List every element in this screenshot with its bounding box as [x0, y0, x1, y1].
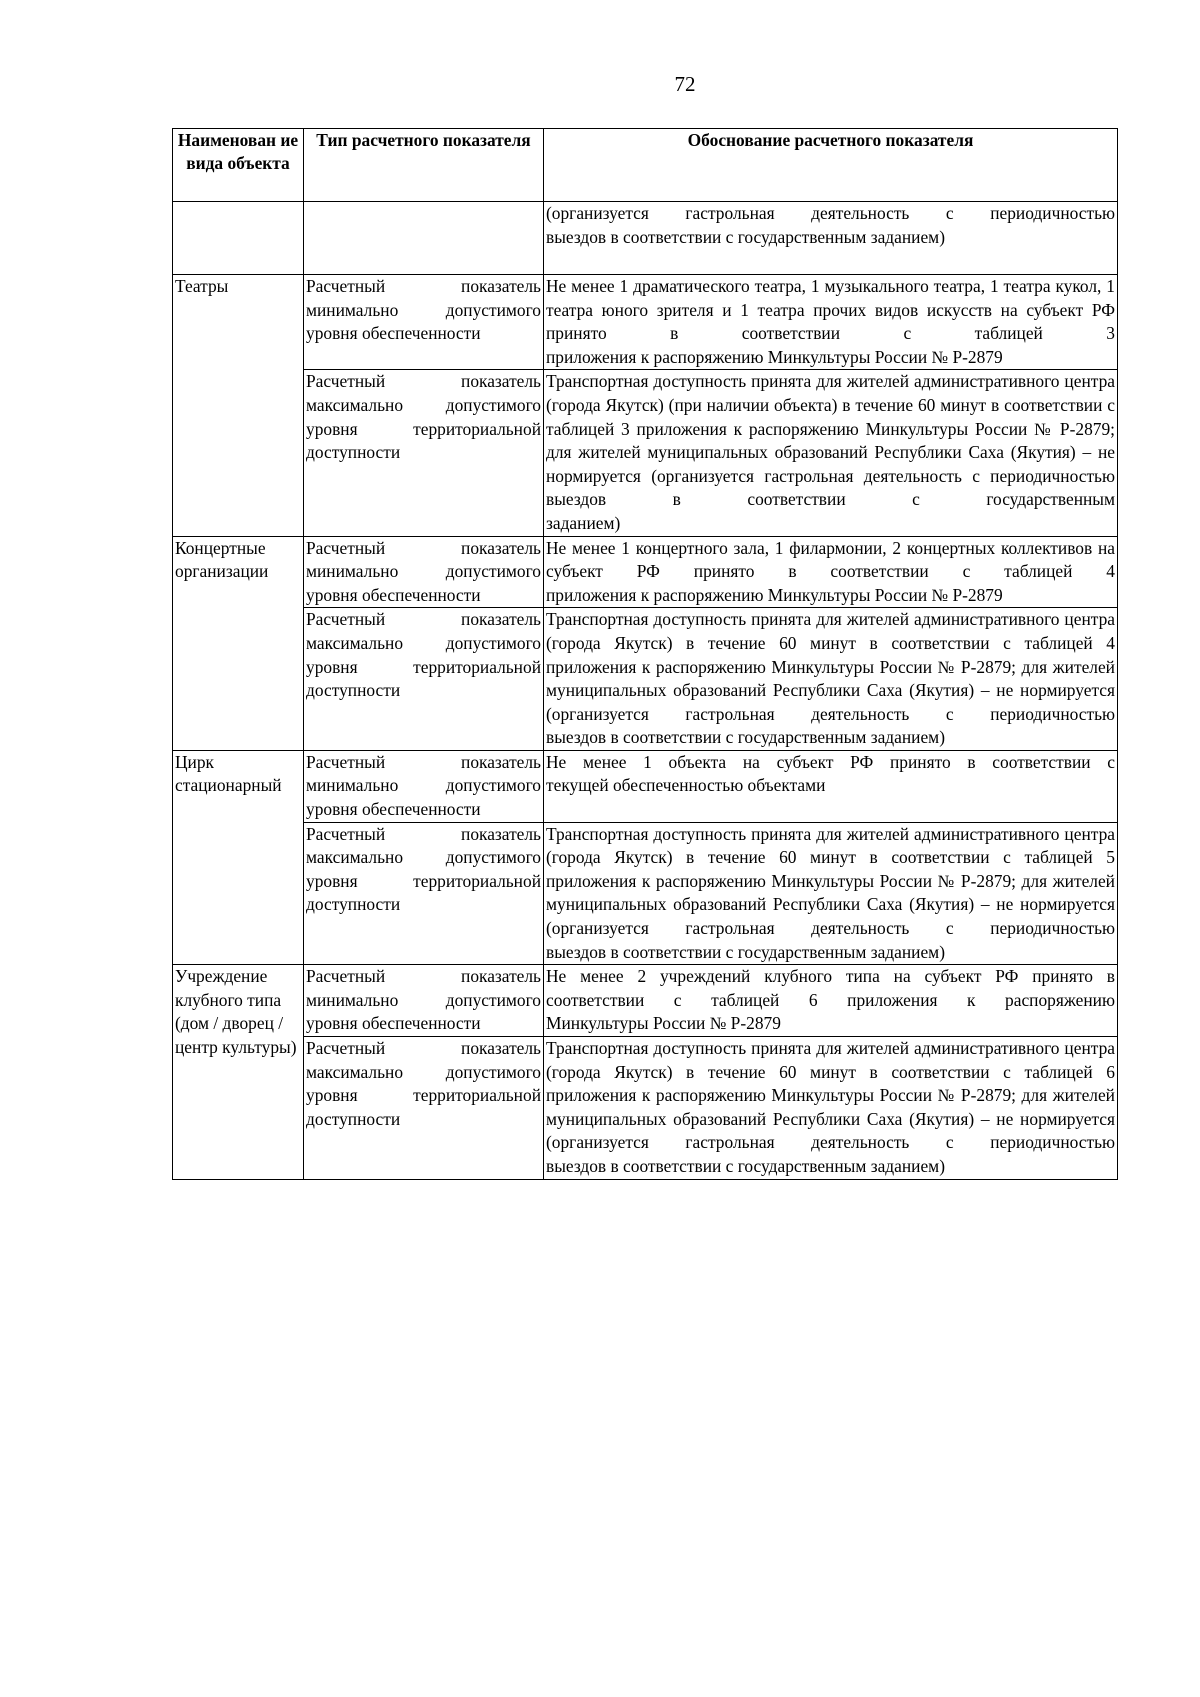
indicator-type-text: Расчетный показатель минимально допустимого [306, 537, 541, 582]
indicator-type-text: Расчетный показатель максимально допустимого уровня территориальной [306, 371, 541, 439]
justification-text: Транспортная доступность принята для жителей административного центра (города Якутск) в течение 60 минут в соответствии с таблицей 5 приложения к распоряжению Минкультуры России № Р-2879; для жителей муниципальных образований Республики Саха (Якутия) – не нормируется (организуется гастрольная деятельность с периодичностью [546, 823, 1115, 939]
table-row [173, 750, 1118, 822]
object-name-club-institution: Учреждение клубного типа (дом / дворец / центр культуры) [173, 965, 304, 1179]
justification-text-last: выездов в соответствии с государственным заданием) [546, 1155, 945, 1176]
indicator-type-text-last: доступности [306, 680, 401, 701]
indicator-type [304, 822, 544, 965]
indicator-justification [544, 750, 1118, 822]
justification-text-last: приложения к распоряжению Минкультуры России № Р-2879 [546, 584, 1003, 605]
indicator-type-text: Расчетный показатель максимально допустимого уровня территориальной [306, 609, 541, 677]
indicator-justification [544, 370, 1118, 536]
standards-table [172, 128, 1118, 1180]
indicator-type [304, 1037, 544, 1180]
table-cell [304, 202, 544, 275]
justification-text-last: текущей обеспеченностью объектами [546, 775, 826, 796]
continuation-row [173, 202, 1118, 275]
justification-text: Транспортная доступность принята для жителей административного центра (города Якутск) в течение 60 минут в соответствии с таблицей 6 приложения к распоряжению Минкультуры России № Р-2879; для жителей муниципальных образований Республики Саха (Якутия) – не нормируется (организуется гастрольная деятельность с периодичностью [546, 1038, 1115, 1153]
page-number: 72 [674, 72, 696, 96]
justification-text: Не менее 1 концертного зала, 1 филармонии, 2 концертных коллективов на субъект РФ принято в соответствии с таблицей 4 [546, 537, 1115, 582]
table-row [173, 608, 1118, 751]
indicator-type-text: Расчетный показатель максимально допустимого уровня территориальной [306, 823, 541, 891]
object-name-circus: Цирк стационарный [173, 750, 304, 964]
indicator-type-text-last: уровня обеспеченности [306, 1013, 481, 1034]
justification-text: Не менее 1 объекта на субъект РФ принято в соответствии с [546, 751, 1115, 772]
table-row [173, 275, 1118, 370]
justification-text: Транспортная доступность принята для жителей административного центра (города Якутск) в течение 60 минут в соответствии с таблицей 4 приложения к распоряжению Минкультуры России № Р-2879; для жителей муниципальных образований Республики Саха (Якутия) – не нормируется (организуется гастрольная деятельность с периодичностью [546, 609, 1115, 724]
indicator-type-text-last: уровня обеспеченности [306, 323, 481, 344]
indicator-type-text: Расчетный показатель максимально допустимого уровня территориальной [306, 1038, 541, 1106]
indicator-justification [544, 822, 1118, 965]
indicator-type [304, 370, 544, 536]
justification-text: Не менее 1 драматического театра, 1 музыкального театра, 1 театра кукол, 1 театра юного зрителя и 1 театра прочих видов искусств на субъект РФ принято в соответствии с таблицей 3 [546, 276, 1115, 344]
indicator-justification [544, 1037, 1118, 1180]
indicator-type-text: Расчетный показатель минимально допустимого [306, 276, 541, 320]
indicator-type-text-last: уровня обеспеченности [306, 584, 481, 605]
indicator-justification [544, 275, 1118, 370]
indicator-type-text-last: уровня обеспеченности [306, 799, 481, 820]
object-name-concert-organizations: Концертные организации [173, 536, 304, 750]
table-row [173, 822, 1118, 965]
justification-text-last: заданием) [546, 512, 621, 533]
indicator-type [304, 536, 544, 608]
indicator-type [304, 750, 544, 822]
indicator-type-text-last: доступности [306, 442, 401, 463]
header-object-type: Наименован ие вида объекта [173, 129, 304, 202]
justification-text-last: выездов в соответствии с государственным заданием) [546, 941, 945, 962]
table-header-row [173, 129, 1118, 202]
indicator-justification [544, 608, 1118, 751]
object-name-theatres: Театры [173, 275, 304, 537]
indicator-type-text-last: доступности [306, 1108, 401, 1129]
indicator-justification [544, 965, 1118, 1037]
indicator-type [304, 275, 544, 370]
header-indicator-type: Тип расчетного показателя [304, 129, 544, 202]
table-row [173, 965, 1118, 1037]
table-cell [173, 202, 304, 275]
continuation-text-last: выездов в соответствии с государственным заданием) [546, 226, 945, 247]
indicator-type-text: Расчетный показатель минимально допустимого [306, 751, 541, 796]
header-justification: Обоснование расчетного показателя [544, 129, 1118, 202]
indicator-type-text-last: доступности [306, 894, 401, 915]
indicator-type-text: Расчетный показатель минимально допустимого [306, 966, 541, 1010]
justification-text: Не менее 2 учреждений клубного типа на субъект РФ принято в соответствии с таблицей 6 приложения к распоряжению [546, 966, 1115, 1010]
justification-text-last: приложения к распоряжению Минкультуры России № Р-2879 [546, 346, 1003, 367]
continuation-text: (организуется гастрольная деятельность с периодичностью [546, 203, 1115, 223]
indicator-type [304, 608, 544, 751]
continuation-cell [544, 202, 1118, 275]
table-row [173, 536, 1118, 608]
table-row [173, 1037, 1118, 1180]
indicator-type [304, 965, 544, 1037]
justification-text-last: выездов в соответствии с государственным заданием) [546, 727, 945, 748]
table-row [173, 370, 1118, 536]
justification-text-last: Минкультуры России № Р-2879 [546, 1013, 781, 1034]
justification-text: Транспортная доступность принята для жителей административного центра (города Якутск) (при наличии объекта) в течение 60 минут в соответствии с таблицей 3 приложения к распоряжению Минкультуры России № Р-2879; для жителей муниципальных образований Республики Саха (Якутия) – не нормируется (организуется гастрольная деятельность с периодичностью выездов в соответствии с государственным [546, 371, 1115, 510]
indicator-justification [544, 536, 1118, 608]
